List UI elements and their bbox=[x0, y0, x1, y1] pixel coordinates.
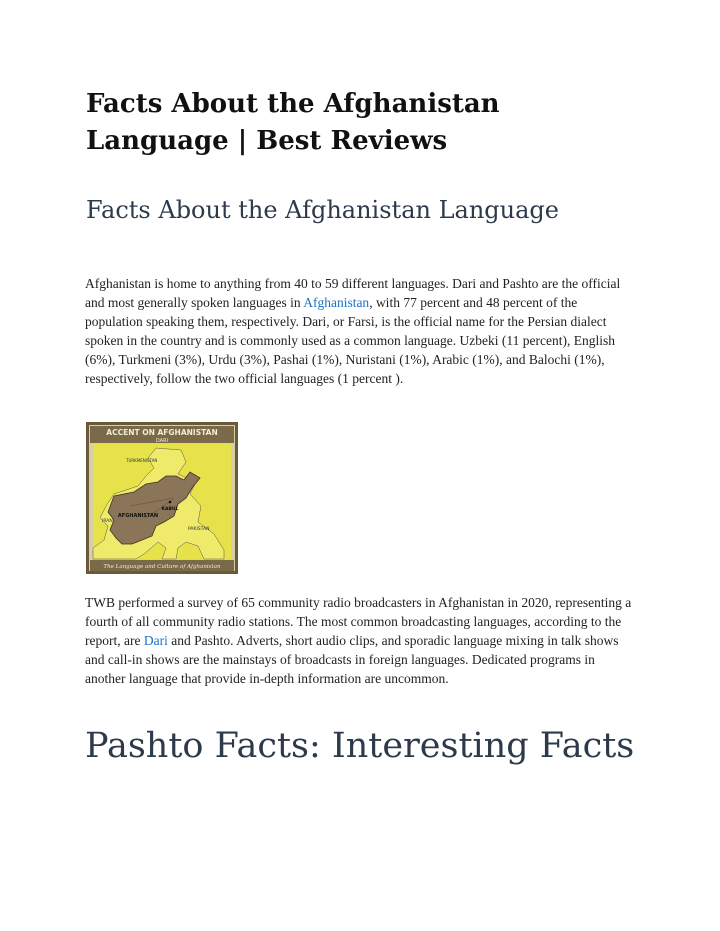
afghanistan-link[interactable]: Afghanistan bbox=[303, 295, 370, 310]
section-heading-pashto: Pashto Facts: Interesting Facts bbox=[85, 726, 635, 766]
afghanistan-map-illustration bbox=[86, 422, 238, 574]
capital-dot bbox=[169, 501, 172, 504]
map-caption: The Language and Culture of Afghanistan bbox=[103, 564, 221, 570]
dari-link[interactable]: Dari bbox=[143, 633, 168, 648]
page-title: Facts About the Afghanistan Language | Best Reviews bbox=[86, 89, 500, 156]
map-image bbox=[86, 422, 238, 574]
section-heading: Facts About the Afghanistan Language bbox=[86, 196, 559, 224]
map-header-sub: DARI bbox=[155, 438, 169, 444]
country-label: AFGHANISTAN bbox=[117, 513, 159, 519]
capital-label: KABUL bbox=[161, 507, 179, 512]
paragraph-radio bbox=[85, 593, 635, 688]
paragraph-languages bbox=[85, 274, 635, 388]
paragraph-text: Afghanistan is home to anything from 40 to 59 different languages. Dari and Pashto are the official and most generally spoken languages in bbox=[85, 276, 621, 310]
neighbor-label-turkmenistan: TURKMENISTAN bbox=[126, 458, 158, 463]
neighbor-label-iran: IRAN bbox=[102, 519, 113, 524]
map-header-text: ACCENT ON AFGHANISTAN bbox=[106, 428, 218, 437]
paragraph-text: , with 77 percent and 48 percent of the population speaking them, respectively. Dari, or Farsi, is the official name for the Persian dialect spoken in the country and is commonly used as a common language. Uzbeki (11 percent), English (6%), Turkmeni (3%), Urdu (3%), Pashai (1%), Nuristani (1%), Arabic (1%), and Balochi (1%), respectively, follow the two official languages (1 percent ). bbox=[85, 295, 615, 386]
paragraph-text: and Pashto. Adverts, short audio clips, and sporadic language mixing in talk shows and call-in shows are the mainstays of broadcasts in foreign languages. Dedicated programs in another language that provide in-depth information are uncommon. bbox=[85, 633, 619, 686]
neighbor-label-pakistan: PAKISTAN bbox=[188, 527, 210, 532]
paragraph-text: TWB performed a survey of 65 community radio broadcasters in Afghanistan in 2020, representing a fourth of all community radio stations. The most common broadcasting languages, according to the report, are bbox=[85, 595, 632, 648]
